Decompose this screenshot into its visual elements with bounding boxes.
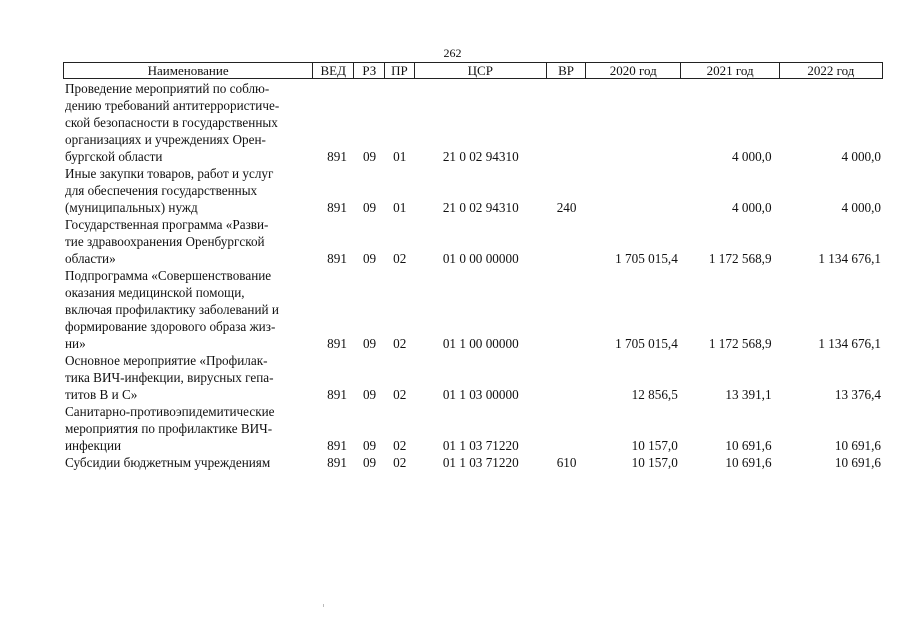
row-name: Субсидии бюджетным учреждениям <box>65 455 271 470</box>
header-name: Наименование <box>64 63 313 78</box>
row-name: Подпрограмма «Совершенствование оказания медицинской помощи, включая профилактику заболеваний и формирование здорового образа жиз- ни» <box>65 268 279 351</box>
row-csr: 01 1 03 71220 <box>442 438 519 453</box>
row-ved: 891 <box>327 149 347 164</box>
row-2021: 13 391,1 <box>725 387 772 402</box>
header-vr: ВР <box>547 63 586 78</box>
row-name: Основное мероприятие «Профилак- тика ВИЧ-инфекции, вирусных гепа- титов В и С» <box>65 353 274 402</box>
row-name: Иные закупки товаров, работ и услуг для обеспечения государственных (муниципальных) нужд <box>65 166 274 215</box>
row-2022: 1 134 676,1 <box>818 336 882 351</box>
row-csr: 01 0 00 00000 <box>442 251 519 266</box>
row-pr: 01 <box>393 200 407 215</box>
page-number: 262 <box>443 46 462 60</box>
row-2021: 4 000,0 <box>731 200 772 215</box>
table-row <box>63 267 883 352</box>
row-2021: 4 000,0 <box>731 149 772 164</box>
row-rz: 09 <box>362 149 377 164</box>
scan-speck <box>323 604 324 607</box>
table-row <box>63 165 883 216</box>
table-row <box>63 403 883 454</box>
table-row <box>63 352 883 403</box>
row-rz: 09 <box>362 438 377 453</box>
row-pr: 02 <box>393 438 407 453</box>
row-name: Санитарно-противоэпидемитические мероприятия по профилактике ВИЧ- инфекции <box>65 404 275 453</box>
row-csr: 21 0 02 94310 <box>442 149 519 164</box>
row-2020: 1 705 015,4 <box>615 251 678 266</box>
row-pr: 02 <box>393 387 407 402</box>
row-rz: 09 <box>362 200 377 215</box>
row-2021: 1 172 568,9 <box>708 336 772 351</box>
row-2022: 10 691,6 <box>834 455 882 470</box>
header-ved: ВЕД <box>313 63 354 78</box>
row-2022: 13 376,4 <box>834 387 882 402</box>
row-vr: 240 <box>556 200 577 215</box>
row-pr: 02 <box>393 251 407 266</box>
row-2022: 10 691,6 <box>834 438 882 453</box>
row-2020: 10 157,0 <box>631 455 678 470</box>
row-2020: 1 705 015,4 <box>615 336 678 351</box>
row-rz: 09 <box>362 251 377 266</box>
row-2021: 1 172 568,9 <box>708 251 772 266</box>
row-ved: 891 <box>327 336 347 351</box>
header-2021: 2021 год <box>681 63 779 78</box>
row-pr: 01 <box>393 149 407 164</box>
row-rz: 09 <box>362 336 377 351</box>
table-row <box>63 454 883 471</box>
row-2021: 10 691,6 <box>725 455 772 470</box>
row-2022: 4 000,0 <box>841 149 882 164</box>
row-ved: 891 <box>327 200 347 215</box>
row-ved: 891 <box>327 455 347 470</box>
header-2022: 2022 год <box>807 63 855 78</box>
table-row <box>63 80 883 165</box>
row-2022: 1 134 676,1 <box>818 251 882 266</box>
table-row <box>63 216 883 267</box>
row-rz: 09 <box>362 387 377 402</box>
row-vr: 610 <box>556 455 577 470</box>
row-csr: 21 0 02 94310 <box>442 200 519 215</box>
header-rz: РЗ <box>354 63 385 78</box>
row-csr: 01 1 00 00000 <box>442 336 519 351</box>
row-name: Проведение мероприятий по соблю- дению требований антитеррористиче- ской безопасности в государственных организациях и учреждениях Орен- бургской области <box>65 81 280 164</box>
row-rz: 09 <box>362 455 377 470</box>
row-ved: 891 <box>327 438 347 453</box>
header-2020: 2020 год <box>586 63 681 78</box>
row-csr: 01 1 03 00000 <box>442 387 519 402</box>
table-header <box>63 62 883 79</box>
row-ved: 891 <box>327 251 347 266</box>
row-2022: 4 000,0 <box>841 200 882 215</box>
row-pr: 02 <box>393 455 407 470</box>
row-2020: 12 856,5 <box>631 387 678 402</box>
row-2020: 10 157,0 <box>631 438 678 453</box>
row-pr: 02 <box>393 336 407 351</box>
table-body <box>63 80 883 471</box>
header-csr: ЦСР <box>415 63 547 78</box>
row-csr: 01 1 03 71220 <box>442 455 519 470</box>
header-pr: ПР <box>385 63 414 78</box>
row-ved: 891 <box>327 387 347 402</box>
row-name: Государственная программа «Разви- тие здравоохранения Оренбургской области» <box>65 217 269 266</box>
row-2021: 10 691,6 <box>725 438 772 453</box>
